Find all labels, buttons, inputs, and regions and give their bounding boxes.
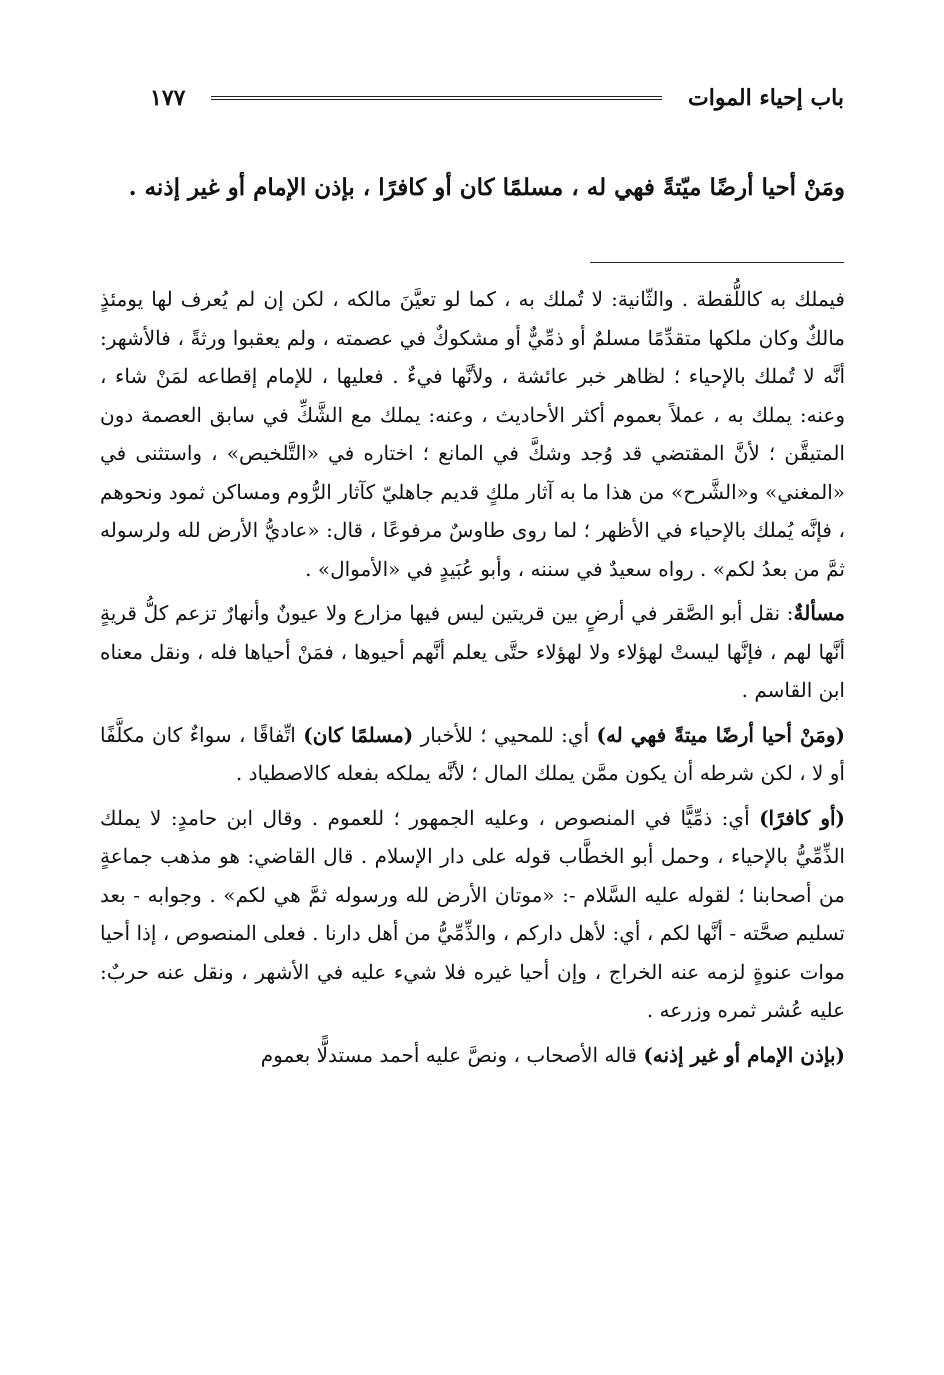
quoted-matn: (ومَنْ أحيا أرضًا ميتةً فهي له) bbox=[596, 722, 845, 747]
header-rule bbox=[211, 96, 662, 100]
separator-rule bbox=[590, 262, 844, 263]
commentary-text: اتِّفاقًا ، سواءٌ كان مكلَّفًا أو لا ، لكن شرطه أن يكون ممَّن يملك المال ؛ لأنَّه يملكه بفعله كالاصطياد . bbox=[100, 722, 845, 785]
commentary-paragraph-1: فيملك به كاللُّقطة . والثّانية: لا تُملك به ، كما لو تعيَّنَ مالكه ، لكن إن لم يُعرف لها يومئذٍ مالكٌ وكان ملكها متقدِّمًا مسلمٌ أو ذمِّيٌّ أو مشكوكٌ في عصمته ، ولم يعقبوا ورثةً ، فالأشهر: أنَّه لا تُملك بالإحياء ؛ لظاهر خبر عائشة ، ولأنَّها فيءٌ . فعليها ، للإمام إقطاعه لمَنْ شاء ، وعنه: يملك به ، عملاً بعموم أكثر الأحاديث ، وعنه: يملك مع الشَّكِّ في سابق العصمة دون المتيقَّن ؛ لأنَّ المقتضي قد وُجد وشكَّ في المانع ؛ اختاره في «التَّلخيص» ، واستثنى في «المغني» و«الشَّرح» من هذا ما به آثار ملكٍ قديم جاهليّ كآثار الرُّوم ومساكن ثمود ونحوهم ، فإنَّه يُملك بالإحياء في الأظهر ؛ لما روى طاوسٌ مرفوعًا ، قال: «عاديُّ الأرض لله ولرسوله ثمَّ من بعدُ لكم» . رواه سعيدٌ في سننه ، وأبو عُبَيدٍ في «الأموال» . bbox=[100, 287, 846, 581]
issue-text: : نقل أبو الصَّقر في أرضٍ بين قريتين ليس فيها مزارع ولا عيونٌ وأنهارٌ تزعم كلُّ قريةٍ أنَّها لهم ، فإنَّها ليستْ لهؤلاء ولا لهؤلاء حتَّى يعلم أنَّهم أحيوها ، فمَنْ أحياها فله ، ونقل معناه ابن القاسم . bbox=[100, 601, 845, 702]
commentary-paragraph-3 bbox=[100, 716, 845, 793]
commentary-paragraph-5 bbox=[100, 1036, 845, 1075]
commentary-paragraph-2 bbox=[100, 594, 845, 710]
commentary-text: قاله الأصحاب ، ونصَّ عليه أحمد مستدلًّا بعموم bbox=[260, 1042, 644, 1067]
quoted-matn: (مسلمًا كان) bbox=[303, 722, 414, 747]
issue-label: مسألةٌ bbox=[793, 601, 845, 625]
chapter-title: باب إحياء الموات bbox=[688, 85, 844, 111]
quoted-matn: (أو كافرًا) bbox=[759, 805, 845, 830]
matn-text: ومَنْ أحيا أرضًا ميّتةً فهي له ، مسلمًا كان أو كافرًا ، بإذن الإمام أو غير إذنه . bbox=[128, 174, 845, 201]
page-number: ١٧٧ bbox=[150, 85, 186, 111]
commentary-paragraph-4 bbox=[100, 799, 845, 1030]
commentary bbox=[100, 280, 845, 1080]
quoted-matn: (بإذن الإمام أو غير إذنه) bbox=[643, 1042, 845, 1067]
running-header bbox=[150, 78, 844, 118]
commentary-text: أي: للمحيي ؛ للأخبار bbox=[413, 722, 597, 747]
commentary-text: أي: ذمِّيًّا في المنصوص ، وعليه الجمهور ؛ للعموم . وقال ابن حامدٍ: لا يملك الذِّمِّيُّ بالإحياء ، وحمل أبو الخطَّاب قوله على دار الإسلام . قال القاضي: هو مذهب جماعةٍ من أصحابنا ؛ لقوله عليه السَّلام -: «موتان الأرض لله ورسوله ثمَّ هي لكم» . وجوابه - بعد تسليم صحَّته - أنَّها لكم ، أي: لأهل داركم ، والذِّمِّيُّ من أهل دارنا . فعلى المنصوص ، إذا أحيا موات عنوةٍ لزمه عنه الخراج ، وإن أحيا غيره فلا شيء عليه في الأشهر ، ونقل عنه حربٌ: عليه عُشر ثمره وزرعه . bbox=[100, 805, 845, 1022]
